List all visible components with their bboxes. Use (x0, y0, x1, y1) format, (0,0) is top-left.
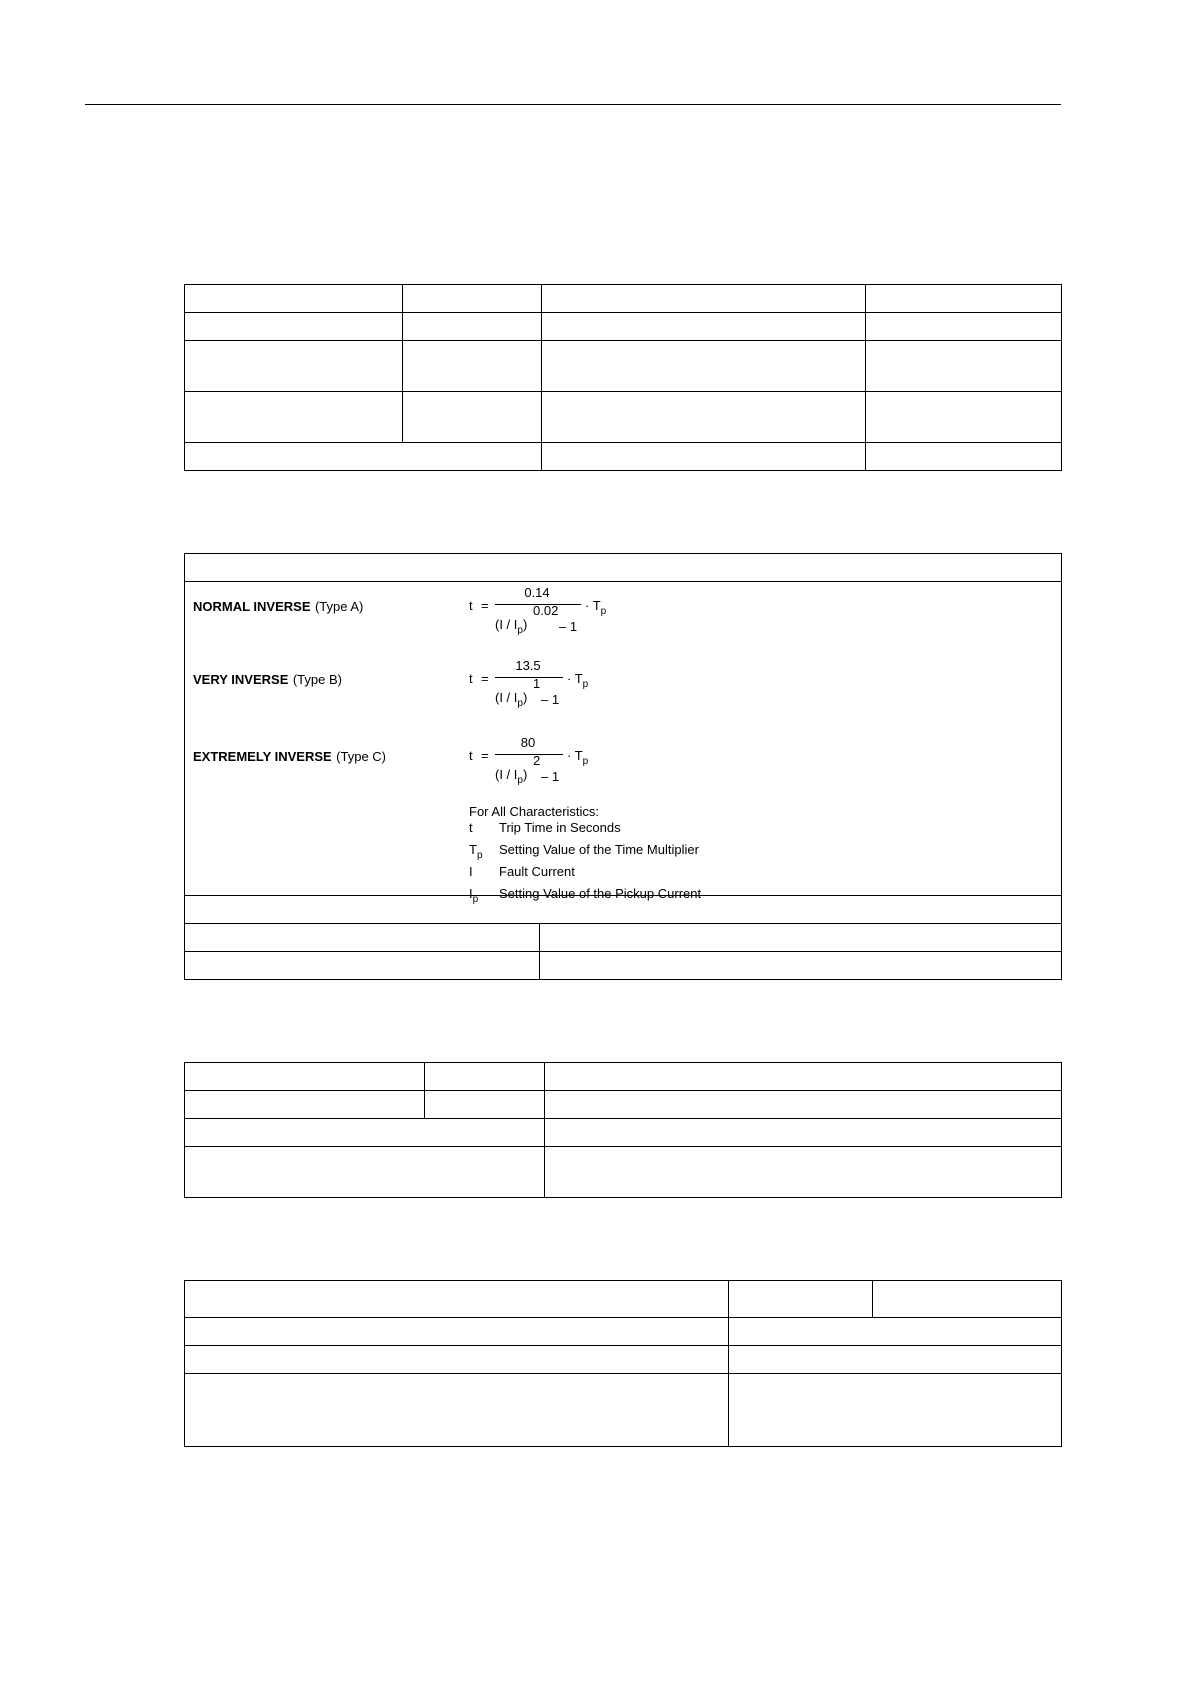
formula-eq: = (481, 748, 489, 763)
characteristic-type: (Type C) (336, 749, 387, 764)
formula-numerator: 0.14 (524, 585, 550, 600)
formula-eq: = (481, 598, 489, 613)
characteristic-type: (Type B) (292, 672, 342, 687)
table-row (185, 443, 1062, 471)
table-row (185, 313, 1062, 341)
table-row (185, 1374, 1062, 1447)
formula-t: t (469, 671, 473, 686)
table-4 (184, 1280, 1062, 1447)
table-row (185, 582, 1062, 896)
characteristic-extremely-inverse (193, 748, 386, 766)
formula-eq: = (481, 671, 489, 686)
table-row (185, 1147, 1062, 1198)
formula-numerator: 13.5 (515, 658, 541, 673)
table-row (185, 1281, 1062, 1318)
table-1 (184, 284, 1062, 471)
formula-multiplier: · $T_p$ (567, 748, 589, 767)
formula-exponent: 2 (533, 753, 541, 768)
formula-numerator: 80 (520, 735, 536, 750)
formula-denominator: $(I / I_p)$ (495, 690, 528, 709)
formula-t: t (469, 598, 473, 613)
characteristic-type: (Type A) (314, 599, 364, 614)
formula-normal-inverse (469, 587, 669, 647)
legend-heading: For All Characteristics: (469, 804, 600, 819)
table-row (185, 285, 1062, 313)
formula-exponent: 1 (533, 676, 541, 691)
fraction-bar (495, 677, 563, 678)
legend-item: I Fault Current (469, 864, 575, 879)
characteristic-very-inverse (193, 671, 342, 689)
formula-minus: – 1 (559, 619, 578, 634)
fraction-bar (495, 754, 563, 755)
formula-minus: – 1 (541, 769, 560, 784)
formula-very-inverse (469, 660, 669, 720)
formula-t: t (469, 748, 473, 763)
table-characteristics (184, 553, 1062, 980)
characteristic-name: NORMAL INVERSE (193, 599, 311, 614)
formula-denominator: $(I / I_p)$ (495, 617, 528, 636)
formula-minus: – 1 (541, 692, 560, 707)
formula-denominator: $(I / I_p)$ (495, 767, 528, 786)
legend-item: t Trip Time in Seconds (469, 820, 621, 835)
formula-legend (469, 804, 701, 908)
table-row (185, 554, 1062, 582)
table-row (185, 1318, 1062, 1346)
header-rule (85, 104, 1061, 105)
characteristic-normal-inverse (193, 598, 363, 616)
table-row (185, 952, 1062, 980)
table-row (185, 1346, 1062, 1374)
table-row (185, 924, 1062, 952)
formula-multiplier: · $T_p$ (567, 671, 589, 690)
table-row (185, 341, 1062, 392)
table-row (185, 1119, 1062, 1147)
legend-item: $I_p$ Setting Value of the Pickup Current (469, 886, 702, 905)
characteristic-name: VERY INVERSE (193, 672, 289, 687)
table-row (185, 1091, 1062, 1119)
formula-multiplier: · $T_p$ (585, 598, 607, 617)
table-row (185, 1063, 1062, 1091)
formula-exponent: 0.02 (533, 603, 559, 618)
table-3 (184, 1062, 1062, 1198)
formula-extremely-inverse (469, 737, 669, 797)
table-row (185, 392, 1062, 443)
characteristic-name: EXTREMELY INVERSE (193, 749, 332, 764)
legend-item: $T_p$ Setting Value of the Time Multiplier (469, 842, 699, 861)
